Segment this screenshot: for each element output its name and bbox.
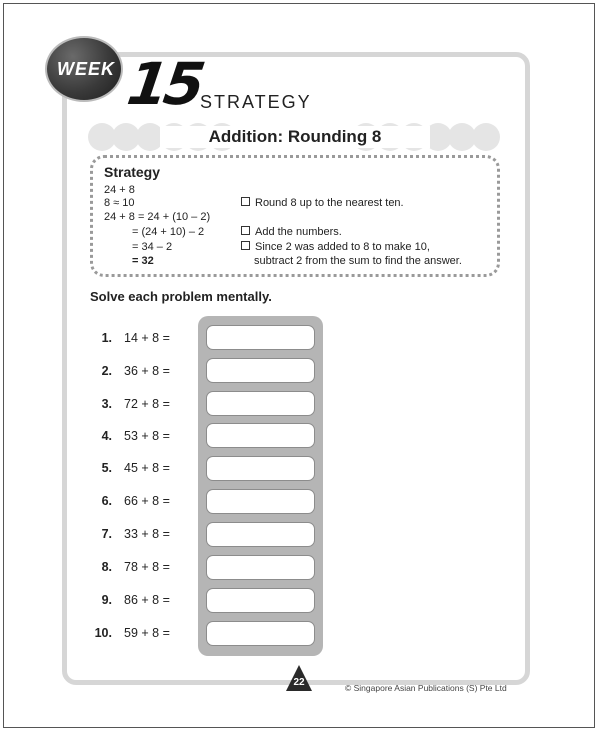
problem-number: 8.: [101, 560, 112, 574]
problem-row: [90, 527, 190, 545]
problem-row: [90, 364, 190, 382]
problem-expression: 14 + 8 =: [124, 331, 170, 345]
checkbox-icon: [241, 241, 250, 250]
strategy-note: Since 2 was added to 8 to make 10,: [241, 241, 430, 253]
strategy-note: Round 8 up to the nearest ten.: [241, 197, 404, 209]
calc-line: 24 + 8: [104, 184, 135, 196]
strategy-note: Add the numbers.: [241, 226, 342, 238]
problem-row: [90, 494, 190, 512]
answer-box[interactable]: [206, 522, 315, 547]
strategy-note-continued: subtract 2 from the sum to find the answer.: [254, 255, 462, 267]
checkbox-icon: [241, 197, 250, 206]
problem-expression: 59 + 8 =: [124, 626, 170, 640]
instruction: Solve each problem mentally.: [90, 289, 272, 304]
problem-row: [90, 626, 190, 644]
problem-expression: 72 + 8 =: [124, 397, 170, 411]
section-title: STRATEGY: [200, 92, 312, 112]
answer-box[interactable]: [206, 325, 315, 350]
problem-expression: 66 + 8 =: [124, 494, 170, 508]
problem-number: 1.: [101, 331, 112, 345]
problem-number: 3.: [101, 397, 112, 411]
problem-expression: 45 + 8 =: [124, 461, 170, 475]
problem-expression: 78 + 8 =: [124, 560, 170, 574]
problem-row: [90, 429, 190, 447]
checkbox-icon: [241, 226, 250, 235]
problem-row: [90, 461, 190, 479]
problem-expression: 53 + 8 =: [124, 429, 170, 443]
problem-number: 5.: [101, 461, 112, 475]
copyright: © Singapore Asian Publications (S) Pte Ltd: [345, 683, 507, 693]
answer-box[interactable]: [206, 423, 315, 448]
answer-box[interactable]: [206, 588, 315, 613]
calc-line: 24 + 8 = 24 + (10 – 2): [104, 211, 211, 223]
problem-number: 4.: [101, 429, 112, 443]
problem-number: 2.: [101, 364, 112, 378]
week-badge: [45, 36, 123, 102]
problem-number: 9.: [101, 593, 112, 607]
problem-expression: 86 + 8 =: [124, 593, 170, 607]
topic-title: Addition: Rounding 8: [160, 126, 430, 148]
problem-row: [90, 560, 190, 578]
problem-expression: 33 + 8 =: [124, 527, 170, 541]
week-number: 15: [123, 50, 206, 118]
problem-row: [90, 397, 190, 415]
answer-box[interactable]: [206, 358, 315, 383]
calc-line: 8 ≈ 10: [104, 197, 135, 209]
problem-number: 10.: [94, 626, 112, 640]
problem-number: 7.: [101, 527, 112, 541]
answer-box[interactable]: [206, 621, 315, 646]
problem-number: 6.: [101, 494, 112, 508]
answer-box[interactable]: [206, 555, 315, 580]
strategy-heading: Strategy: [104, 164, 161, 180]
calc-line: = 34 – 2: [132, 241, 173, 253]
problem-row: [90, 593, 190, 611]
page-number: 22: [293, 677, 305, 688]
answer-box[interactable]: [206, 489, 315, 514]
calc-line: = (24 + 10) – 2: [132, 226, 205, 238]
answer-box[interactable]: [206, 391, 315, 416]
problem-expression: 36 + 8 =: [124, 364, 170, 378]
week-label: WEEK: [57, 59, 115, 79]
calc-result: = 32: [132, 255, 154, 267]
answer-box[interactable]: [206, 456, 315, 481]
answer-panel: [198, 316, 323, 656]
problem-row: [90, 331, 190, 349]
